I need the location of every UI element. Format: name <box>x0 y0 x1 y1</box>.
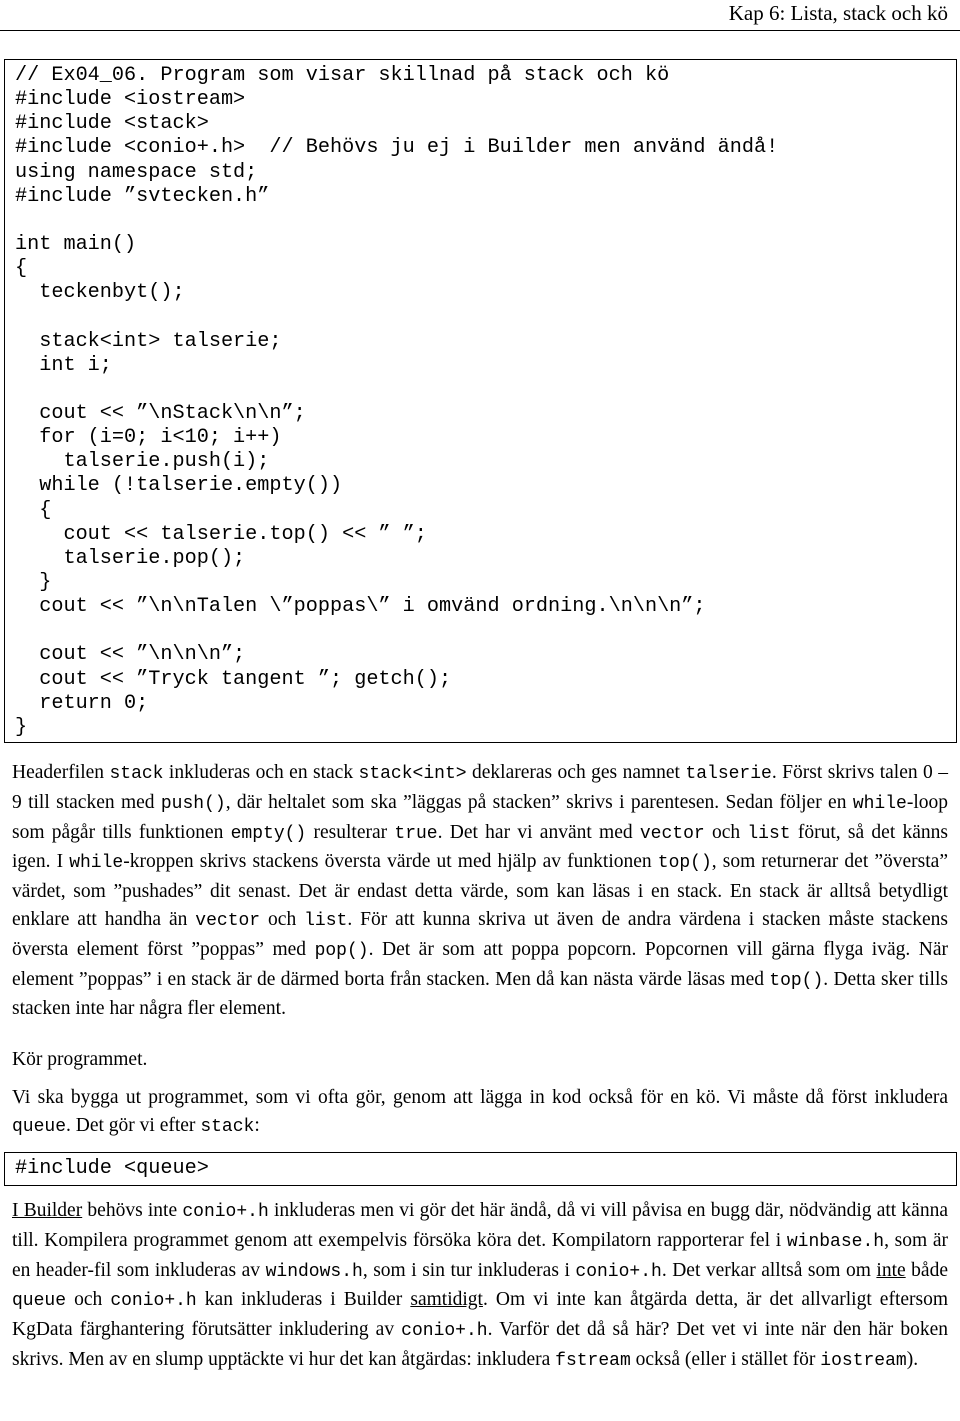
code-line: { <box>15 498 52 522</box>
code-line: talserie.pop(); <box>15 546 246 570</box>
code-line: cout << ”\n\n\n”; <box>15 643 246 667</box>
paragraph-builder-note: I Builder behövs inte conio+.h inkluderas men vi gör det här ändå, då vi vill påvisa en bugg där, nödvändig att känna till. Kompilera programmet genom att exempelvis försöka köra det. Kompilatorn rapporterar fel i winbase.h, som är en header-fil som inkluderas av windows.h, som i sin tur inkluderas i conio+.h. Det verkar alltså som om inte både queue och conio+.h kan inkluderas i Builder samtidigt. Om vi inte kan åtgärda detta, är det allvarligt eftersom KgData färghantering förutsätter inkludering av conio+.h. Varför det då så här? Det vet vi inte när den här boken skrivs. Men av en slump upptäckte vi hur det kan åtgärdas: inkludera fstream också (eller i stället för iostream). <box>12 1200 949 1371</box>
code-line: #include <stack> <box>15 112 209 136</box>
code-line: #include <iostream> <box>15 88 246 112</box>
code-line: cout << ”\nStack\n\n”; <box>15 401 306 425</box>
code-line: int main() <box>15 232 137 256</box>
code-lines <box>15 64 778 740</box>
code-line: { <box>15 257 28 281</box>
code-line <box>15 209 778 233</box>
code-line: using namespace std; <box>15 160 258 184</box>
chapter-title: Kap 6: Lista, stack och kö <box>728 1 948 25</box>
code-line: talserie.push(i); <box>15 450 270 474</box>
code-line: #include ”svtecken.h” <box>15 184 270 208</box>
paragraph-extend-program: Vi ska bygga ut programmet, som vi ofta gör, genom att lägga in kod också för en kö. Vi måste då först inkludera queue. Det gör vi efter stack: <box>12 1087 948 1137</box>
code-line <box>15 305 778 329</box>
code-line: teckenbyt(); <box>15 281 185 305</box>
code-line: cout << talserie.top() << ” ”; <box>15 522 427 546</box>
code-line: return 0; <box>15 691 149 715</box>
page-header <box>0 0 960 31</box>
paragraph-run-program: Kör programmet. <box>12 1049 148 1070</box>
code-line: // Ex04_06. Program som visar skillnad på stack och kö <box>15 64 670 87</box>
code-line <box>15 378 778 402</box>
code-line: } <box>15 570 52 594</box>
code-line <box>15 619 778 643</box>
code-listing-queue <box>4 1152 957 1186</box>
code-line: stack<int> talserie; <box>15 329 282 353</box>
code-line: #include <conio+.h> // Behövs ju ej i Builder men använd ändå! <box>15 136 779 160</box>
code-line: #include <queue> <box>15 1157 209 1180</box>
code-line: } <box>15 715 28 739</box>
code-line: for (i=0; i<10; i++) <box>15 426 282 450</box>
code-line: cout << ”\n\nTalen \”poppas\” i omvänd ordning.\n\n\n”; <box>15 595 706 619</box>
code-listing-main <box>4 59 957 743</box>
paragraph-explanation: Headerfilen stack inkluderas och en stack stack<int> deklareras och ges namnet talserie. Först skrivs talen 0 – 9 till stacken med push(), där heltalet som ska ”läggas på stacken” skrivs i parentesen. Sedan följer en while-loop som pågår tills funktionen empty() resulterar true. Det har vi använt med vector och list förut, så det känns igen. I while-kroppen skrivs stackens översta värde ut med hjälp av funktionen top(), som returnerar det ”översta” värdet, som ”pushades” dit senast. Det är endast detta värde, som kan läsas i en stack. En stack är alltså betydligt enklare att handha än vector och list. För att kunna skriva ut även de andra värdena i stacken måste stackens översta element först ”poppas” med pop(). Det är som att poppa popcorn. Popcornen vill gärna flyga iväg. När element ”poppas” i en stack är de därmed borta från stacken. Men då kan nästa värde läsas med top(). Detta sker tills stacken inte har några fler element. <box>12 762 948 1020</box>
code-line: while (!talserie.empty()) <box>15 474 343 498</box>
code-line: int i; <box>15 353 112 377</box>
code-line: cout << ”Tryck tangent ”; getch(); <box>15 667 452 691</box>
